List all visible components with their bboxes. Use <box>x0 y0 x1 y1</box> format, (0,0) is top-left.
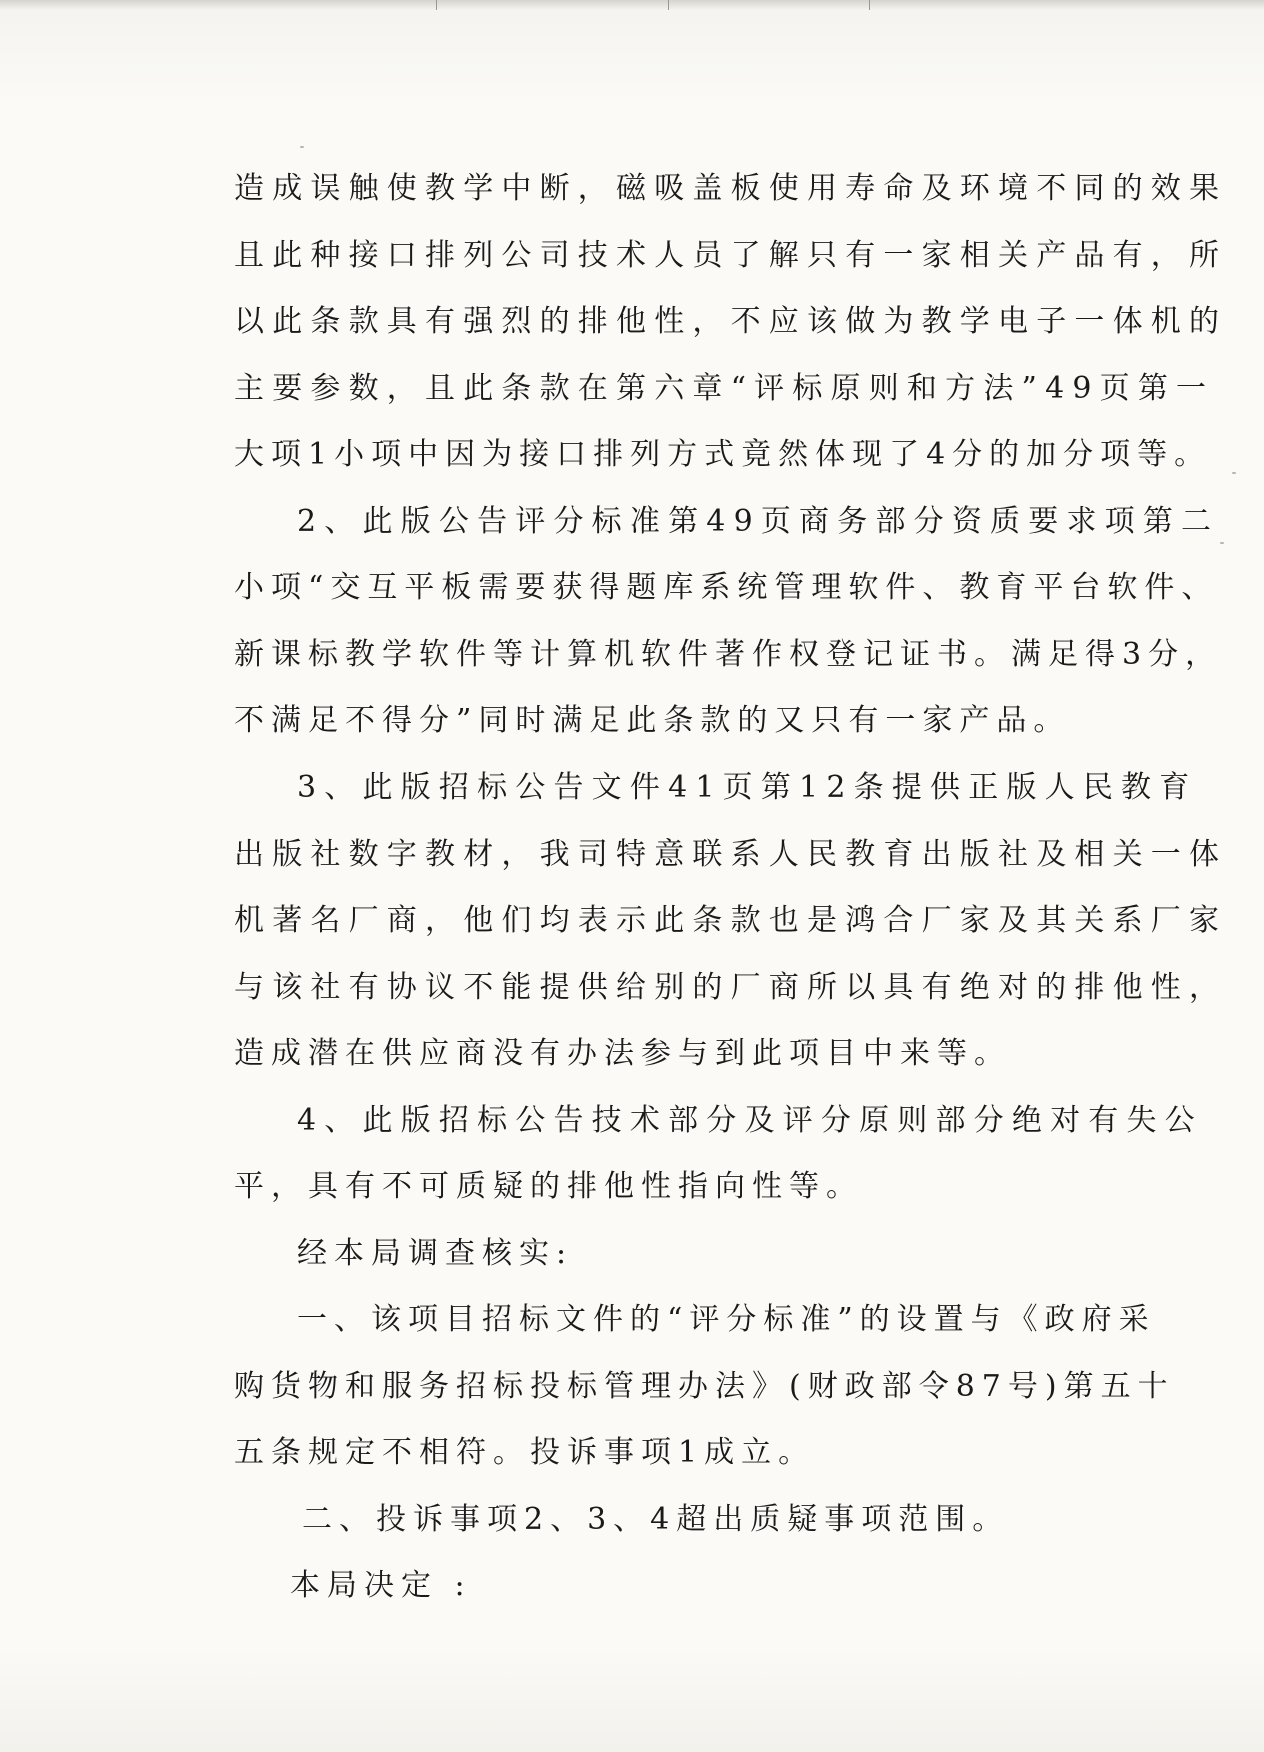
body-text-line: 机著名厂商，他们均表示此条款也是鸿合厂家及其关系厂家 <box>234 903 1228 938</box>
body-text-line: 且此种接口排列公司技术人员了解只有一家相关产品有，所 <box>234 238 1228 273</box>
scan-speck <box>1232 472 1236 474</box>
body-text-line: 主要参数，且此条款在第六章“评标原则和方法”49页第一 <box>234 371 1215 406</box>
body-text-line: 大项1小项中因为接口排列方式竟然体现了4分的加分项等。 <box>234 437 1212 472</box>
body-text-line: 不满足不得分”同时满足此条款的又只有一家产品。 <box>234 703 1071 738</box>
body-text-line: 出版社数字教材，我司特意联系人民教育出版社及相关一体 <box>234 837 1228 872</box>
body-text-line: 以此条款具有强烈的排他性，不应该做为教学电子一体机的 <box>234 304 1228 339</box>
scan-mark <box>668 0 669 10</box>
scan-speck <box>1220 542 1224 544</box>
body-text-line: 二、投诉事项2、3、4超出质疑事项范围。 <box>302 1502 1010 1537</box>
body-text-line: 2、此版公告评分标准第49页商务部分资质要求项第二 <box>297 504 1220 539</box>
body-text-line: 一、该项目招标文件的“评分标准”的设置与《政府采 <box>297 1302 1156 1337</box>
scan-speck <box>300 146 304 148</box>
body-text-line: 造成误触使教学中断，磁吸盖板使用寿命及环境不同的效果 <box>234 171 1228 206</box>
scan-top-edge <box>0 0 1264 10</box>
body-text-line: 平，具有不可质疑的排他性指向性等。 <box>234 1169 863 1204</box>
body-text-line: 4、此版招标公告技术部分及评分原则部分绝对有失公 <box>297 1103 1203 1138</box>
body-text-line: 与该社有协议不能提供给别的厂商所以具有绝对的排他性， <box>234 970 1228 1005</box>
body-text-line: 五条规定不相符。投诉事项1成立。 <box>234 1435 816 1470</box>
body-text-line: 购货物和服务招标投标管理办法》(财政部令87号)第五十 <box>234 1369 1175 1404</box>
scan-mark <box>869 0 870 10</box>
scan-mark <box>436 0 437 10</box>
body-text-line: 本局决定 : <box>290 1568 472 1603</box>
body-text-line: 造成潜在供应商没有办法参与到此项目中来等。 <box>234 1036 1011 1071</box>
body-text-line: 新课标教学软件等计算机软件著作权登记证书。满足得3分， <box>234 637 1223 672</box>
body-text-line: 3、此版招标公告文件41页第12条提供正版人民教育 <box>297 770 1198 805</box>
body-text-line: 小项“交互平板需要获得题库系统管理软件、教育平台软件、 <box>234 570 1219 605</box>
body-text-line: 经本局调查核实: <box>297 1236 574 1271</box>
